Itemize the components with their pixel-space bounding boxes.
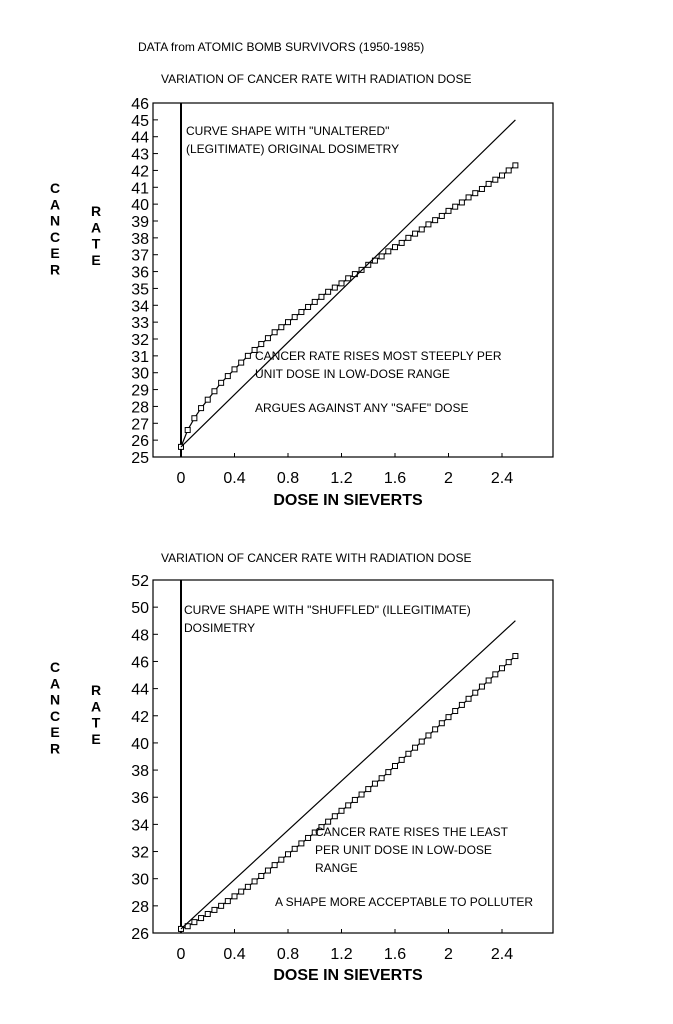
y-tick-label: 26: [131, 926, 149, 943]
data-point: [279, 857, 284, 862]
data-point: [265, 868, 270, 873]
data-point: [426, 733, 431, 738]
y-tick-label: 39: [131, 214, 149, 231]
y-tick-label: 42: [131, 163, 149, 181]
y-axis-label-right-letter: R: [90, 682, 102, 698]
annotation: A SHAPE MORE ACCEPTABLE TO POLLUTER: [275, 895, 534, 909]
x-tick-label: 2.4: [490, 470, 514, 487]
y-axis-label-left-letter: C: [49, 659, 61, 675]
y-axis-label-left-letter: N: [49, 212, 61, 229]
y-tick-label: 32: [131, 844, 149, 862]
y-axis-label-left-letter: C: [49, 707, 61, 724]
data-point: [299, 841, 304, 846]
x-tick-label: 2: [444, 946, 453, 963]
data-point: [352, 797, 357, 802]
series-line-1: [181, 621, 515, 929]
data-point: [466, 696, 471, 701]
annotation: CURVE SHAPE WITH "UNALTERED": [186, 124, 390, 138]
y-tick-label: 44: [131, 681, 149, 699]
data-point: [192, 920, 197, 925]
y-tick-label: 40: [131, 735, 149, 753]
annotation: CANCER RATE RISES THE LEAST: [315, 825, 508, 839]
data-point: [379, 776, 384, 781]
y-tick-label: 28: [131, 399, 149, 417]
x-tick-label: 1.6: [383, 946, 407, 963]
y-axis-label-left-letter: N: [49, 691, 61, 708]
y-axis-label-right-letter: A: [90, 698, 102, 715]
y-tick-label: 30: [131, 365, 149, 383]
y-tick-label: 31: [131, 348, 149, 366]
data-point: [446, 715, 451, 720]
y-tick-label: 48: [131, 627, 149, 645]
annotation: PER UNIT DOSE IN LOW-DOSE: [315, 843, 492, 857]
x-tick-label: 0: [176, 470, 186, 487]
data-point: [339, 808, 344, 813]
y-tick-label: 36: [131, 264, 149, 282]
x-axis-label: DOSE IN SIEVERTS: [273, 967, 423, 984]
data-point: [459, 702, 464, 707]
series-line-0: [181, 656, 515, 929]
data-point: [346, 803, 351, 808]
annotation: (LEGITIMATE) ORIGINAL DOSIMETRY: [186, 142, 400, 156]
data-point: [493, 672, 498, 677]
data-point: [479, 684, 484, 689]
x-tick-label: 1.2: [330, 470, 353, 487]
y-tick-label: 46: [131, 654, 149, 672]
data-point: [245, 884, 250, 889]
x-tick-label: 0.4: [223, 470, 246, 487]
y-axis-label-right-letter: A: [90, 219, 102, 236]
data-point: [406, 751, 411, 756]
data-point: [219, 903, 224, 908]
y-axis-label-right-letter: E: [91, 251, 101, 268]
annotation: CURVE SHAPE WITH "SHUFFLED" (ILLEGITIMATE): [184, 603, 471, 617]
y-tick-label: 29: [131, 382, 149, 400]
data-point: [372, 781, 377, 786]
y-tick-label: 38: [131, 230, 149, 248]
y-tick-label: 26: [131, 433, 149, 451]
y-tick-label: 32: [131, 332, 149, 349]
y-axis-label-right-letter: T: [91, 235, 101, 252]
data-point: [225, 899, 230, 904]
y-tick-label: 28: [131, 898, 149, 916]
data-point: [272, 863, 277, 868]
data-point: [332, 814, 337, 819]
y-axis-label-left-letter: E: [50, 724, 60, 741]
y-axis-label-left-letter: E: [50, 245, 60, 262]
x-axis-label: DOSE IN SIEVERTS: [273, 492, 423, 509]
data-point: [366, 787, 371, 792]
x-tick-label: 2.4: [490, 946, 514, 963]
y-tick-label: 38: [131, 763, 149, 781]
data-point: [326, 819, 331, 824]
data-point: [433, 727, 438, 732]
data-point: [212, 907, 217, 912]
y-tick-label: 46: [131, 96, 149, 113]
x-tick-label: 1.6: [383, 470, 407, 487]
page-title: DATA from ATOMIC BOMB SURVIVORS (1950-1985): [138, 40, 425, 54]
data-point: [506, 660, 511, 665]
x-tick-label: 2: [444, 470, 453, 487]
annotation: ARGUES AGAINST ANY "SAFE" DOSE: [255, 401, 469, 415]
data-point: [513, 654, 518, 659]
data-point: [286, 852, 291, 857]
y-tick-label: 52: [131, 573, 149, 590]
x-tick-label: 0.4: [223, 946, 246, 963]
y-tick-label: 44: [131, 129, 149, 147]
data-point: [386, 770, 391, 775]
y-axis-label-left-letter: C: [49, 228, 61, 245]
y-tick-label: 34: [131, 298, 149, 316]
data-point: [413, 745, 418, 750]
data-point: [453, 709, 458, 714]
y-axis-label-right-letter: E: [91, 730, 101, 747]
annotation: UNIT DOSE IN LOW-DOSE RANGE: [255, 367, 450, 381]
y-axis-label-right-letter: R: [90, 203, 102, 219]
data-point: [306, 835, 311, 840]
data-point: [473, 690, 478, 695]
annotation: RANGE: [315, 861, 358, 875]
chart-2-title: VARIATION OF CANCER RATE WITH RADIATION DOSE: [161, 551, 472, 565]
annotation: DOSIMETRY: [184, 621, 256, 635]
annotation: CANCER RATE RISES MOST STEEPLY PER: [255, 349, 502, 363]
data-point: [399, 757, 404, 762]
data-point: [419, 739, 424, 744]
data-point: [439, 721, 444, 726]
x-tick-label: 0.8: [276, 946, 300, 963]
y-tick-label: 27: [131, 416, 149, 434]
y-tick-label: 40: [131, 197, 149, 215]
y-tick-label: 37: [131, 247, 149, 265]
x-tick-label: 0.8: [276, 470, 300, 487]
data-point: [486, 678, 491, 683]
data-point: [359, 792, 364, 797]
y-axis-label-left-letter: A: [49, 196, 61, 213]
y-tick-label: 35: [131, 281, 149, 299]
y-tick-label: 42: [131, 708, 149, 726]
y-tick-label: 43: [131, 146, 149, 164]
data-point: [292, 846, 297, 851]
y-axis-label-left-letter: R: [49, 261, 61, 278]
y-axis-label-left-letter: R: [49, 740, 61, 757]
y-tick-label: 33: [131, 315, 149, 333]
data-point: [500, 666, 505, 671]
y-axis-label-left-letter: A: [49, 675, 61, 692]
y-tick-label: 25: [131, 450, 149, 467]
y-tick-label: 36: [131, 790, 149, 808]
y-axis-label-right-letter: T: [91, 714, 101, 731]
data-point: [232, 894, 237, 899]
x-tick-label: 1.2: [330, 946, 353, 963]
data-point: [205, 911, 210, 916]
y-tick-label: 50: [131, 600, 149, 618]
data-point: [239, 889, 244, 894]
x-tick-label: 0: [176, 946, 186, 963]
y-tick-label: 34: [131, 817, 149, 835]
y-tick-label: 41: [131, 180, 149, 198]
y-tick-label: 30: [131, 871, 149, 889]
chart-1-title: VARIATION OF CANCER RATE WITH RADIATION DOSE: [161, 72, 472, 86]
y-axis-label-left-letter: C: [49, 180, 61, 196]
y-tick-label: 45: [131, 112, 149, 130]
data-point: [259, 873, 264, 878]
data-point: [393, 764, 398, 769]
data-point: [199, 916, 204, 921]
data-point: [252, 879, 257, 884]
